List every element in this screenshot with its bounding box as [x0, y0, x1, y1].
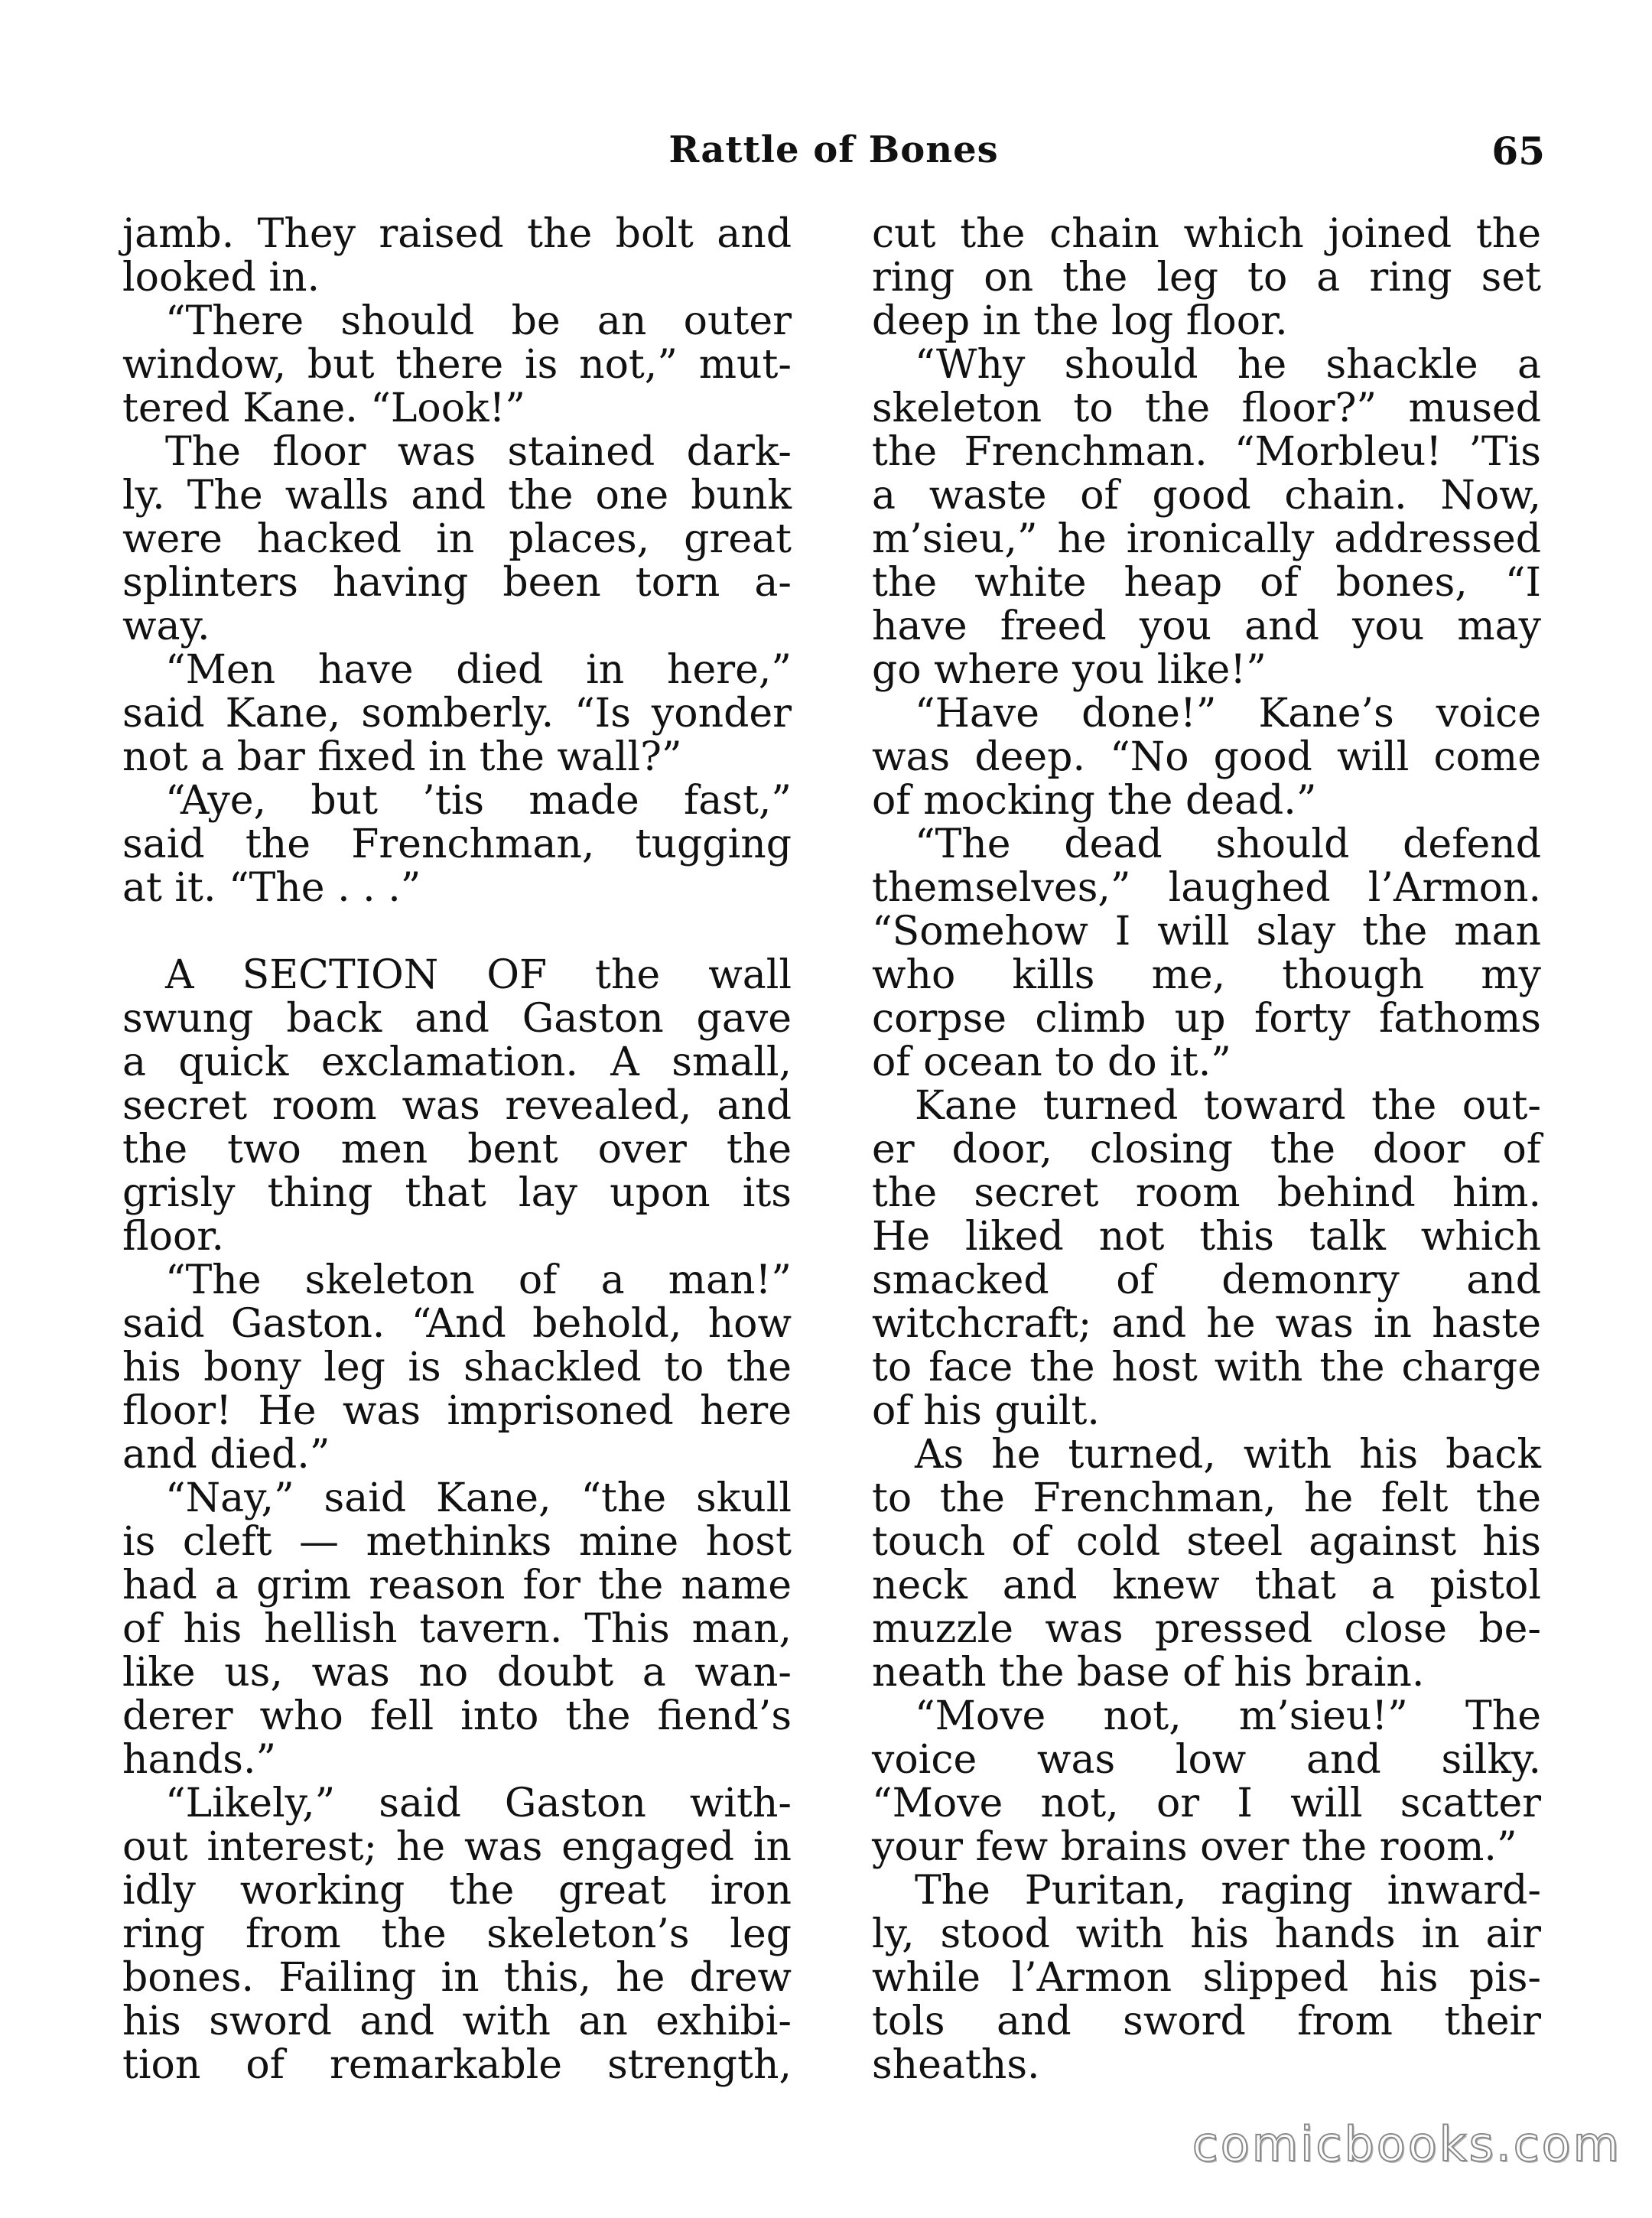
- text-line: not a bar fixed in the wall?”: [122, 734, 682, 780]
- text-line: As he turned, with his back: [915, 1432, 1541, 1478]
- text-line: smacked of demonry and: [872, 1257, 1541, 1303]
- text-line: hands.”: [122, 1737, 277, 1783]
- text-line: “Likely,” said Gaston with-: [165, 1781, 792, 1826]
- text-line: the Frenchman. “Morbleu! ’Tis: [872, 429, 1541, 475]
- text-line: “Have done!” Kane’s voice: [915, 691, 1541, 737]
- text-line: He liked not this talk which: [872, 1214, 1541, 1260]
- text-line: “Nay,” said Kane, “the skull: [165, 1475, 792, 1521]
- text-line: way.: [122, 603, 210, 649]
- running-title: Rattle of Bones: [668, 128, 999, 171]
- right-text-column: [872, 213, 1541, 2087]
- text-line: the white heap of bones, “I: [872, 560, 1541, 606]
- text-line: out interest; he was engaged in: [122, 1824, 792, 1870]
- text-line: “Aye, but ’tis made fast,”: [165, 778, 792, 824]
- text-line: floor.: [122, 1214, 224, 1260]
- text-line: were hacked in places, great: [122, 516, 792, 562]
- text-line: “The dead should defend: [915, 821, 1541, 867]
- text-line: cut the chain which joined the: [872, 211, 1541, 257]
- text-line: of mocking the dead.”: [872, 778, 1317, 824]
- text-line: grisly thing that lay upon its: [122, 1170, 792, 1216]
- text-line: to the Frenchman, he felt the: [872, 1475, 1541, 1521]
- text-line: a waste of good chain. Now,: [872, 473, 1541, 519]
- section-break: [122, 910, 792, 954]
- text-line: said Kane, somberly. “Is yonder: [122, 691, 792, 737]
- text-line: m’sieu,” he ironically addressed: [872, 516, 1541, 562]
- text-line: go where you like!”: [872, 647, 1267, 693]
- text-line: touch of cold steel against his: [872, 1519, 1541, 1565]
- text-line: witchcraft; and he was in haste: [872, 1301, 1541, 1347]
- text-line: while l’Armon slipped his pis-: [872, 1955, 1541, 2001]
- text-line: neck and knew that a pistol: [872, 1563, 1541, 1608]
- watermark-logo: comicbooks.com: [1192, 2116, 1621, 2172]
- text-line: and died.”: [122, 1432, 330, 1478]
- text-line: his sword and with an exhibi-: [122, 1998, 792, 2044]
- text-line: ring from the skeleton’s leg: [122, 1911, 792, 1957]
- text-line: to face the host with the charge: [872, 1345, 1541, 1390]
- text-line: have freed you and you may: [872, 603, 1541, 649]
- text-line: deep in the log floor.: [872, 298, 1288, 344]
- text-line: ly, stood with his hands in air: [872, 1911, 1541, 1957]
- text-line: secret room was revealed, and: [122, 1083, 792, 1129]
- text-line: said the Frenchman, tugging: [122, 821, 792, 867]
- text-line: at it. “The . . .”: [122, 865, 421, 911]
- text-line: of his hellish tavern. This man,: [122, 1606, 792, 1652]
- text-line: “Move not, or I will scatter: [872, 1781, 1541, 1826]
- text-line: idly working the great iron: [122, 1868, 792, 1914]
- text-line: who kills me, though my: [872, 952, 1541, 998]
- text-line: tered Kane. “Look!”: [122, 385, 526, 431]
- text-line: window, but there is not,” mut-: [122, 342, 792, 388]
- text-line: “Somehow I will slay the man: [872, 909, 1541, 955]
- text-line: “The skeleton of a man!”: [165, 1257, 792, 1303]
- text-line: your few brains over the room.”: [872, 1824, 1517, 1870]
- text-line: corpse climb up forty fathoms: [872, 996, 1541, 1042]
- text-line: bones. Failing in this, he drew: [122, 1955, 792, 2001]
- text-line: a quick exclamation. A small,: [122, 1039, 792, 1085]
- text-line: Kane turned toward the out-: [915, 1083, 1541, 1129]
- text-line: tols and sword from their: [872, 1998, 1541, 2044]
- text-line: er door, closing the door of: [872, 1127, 1541, 1172]
- text-line: of his guilt.: [872, 1388, 1100, 1434]
- text-line: was deep. “No good will come: [872, 734, 1541, 780]
- text-line: “Move not, m’sieu!” The: [915, 1693, 1541, 1739]
- text-line: like us, was no doubt a wan-: [122, 1650, 792, 1696]
- text-line: “Why should he shackle a: [915, 342, 1541, 388]
- text-line: muzzle was pressed close be-: [872, 1606, 1541, 1652]
- text-line: The floor was stained dark-: [165, 429, 792, 475]
- text-line: his bony leg is shackled to the: [122, 1345, 792, 1390]
- text-line: sheaths.: [872, 2042, 1040, 2088]
- page-number: 65: [1491, 128, 1545, 174]
- text-line: “There should be an outer: [165, 298, 792, 344]
- text-line: said Gaston. “And behold, how: [122, 1301, 792, 1347]
- text-line: the secret room behind him.: [872, 1170, 1541, 1216]
- text-line: skeleton to the floor?” mused: [872, 385, 1541, 431]
- text-line: swung back and Gaston gave: [122, 996, 792, 1042]
- text-line: neath the base of his brain.: [872, 1650, 1425, 1696]
- text-line: The Puritan, raging inward-: [915, 1868, 1541, 1914]
- text-line: jamb. They raised the bolt and: [122, 211, 792, 257]
- text-line: themselves,” laughed l’Armon.: [872, 865, 1541, 911]
- text-line: floor! He was imprisoned here: [122, 1388, 792, 1434]
- text-line: looked in.: [122, 255, 320, 301]
- text-line: had a grim reason for the name: [122, 1563, 792, 1608]
- text-line: voice was low and silky.: [872, 1737, 1541, 1783]
- text-line: tion of remarkable strength,: [122, 2042, 792, 2088]
- text-line: the two men bent over the: [122, 1127, 792, 1172]
- text-line: splinters having been torn a-: [122, 560, 792, 606]
- left-text-column: [122, 213, 792, 2087]
- text-line: A SECTION OF the wall: [165, 952, 792, 998]
- text-line: ly. The walls and the one bunk: [122, 473, 792, 519]
- text-line: “Men have died in here,”: [165, 647, 792, 693]
- text-line: is cleft — methinks mine host: [122, 1519, 792, 1565]
- page-header: [122, 128, 1545, 190]
- text-line: of ocean to do it.”: [872, 1039, 1231, 1085]
- text-line: derer who fell into the fiend’s: [122, 1693, 792, 1739]
- text-line: ring on the leg to a ring set: [872, 255, 1541, 301]
